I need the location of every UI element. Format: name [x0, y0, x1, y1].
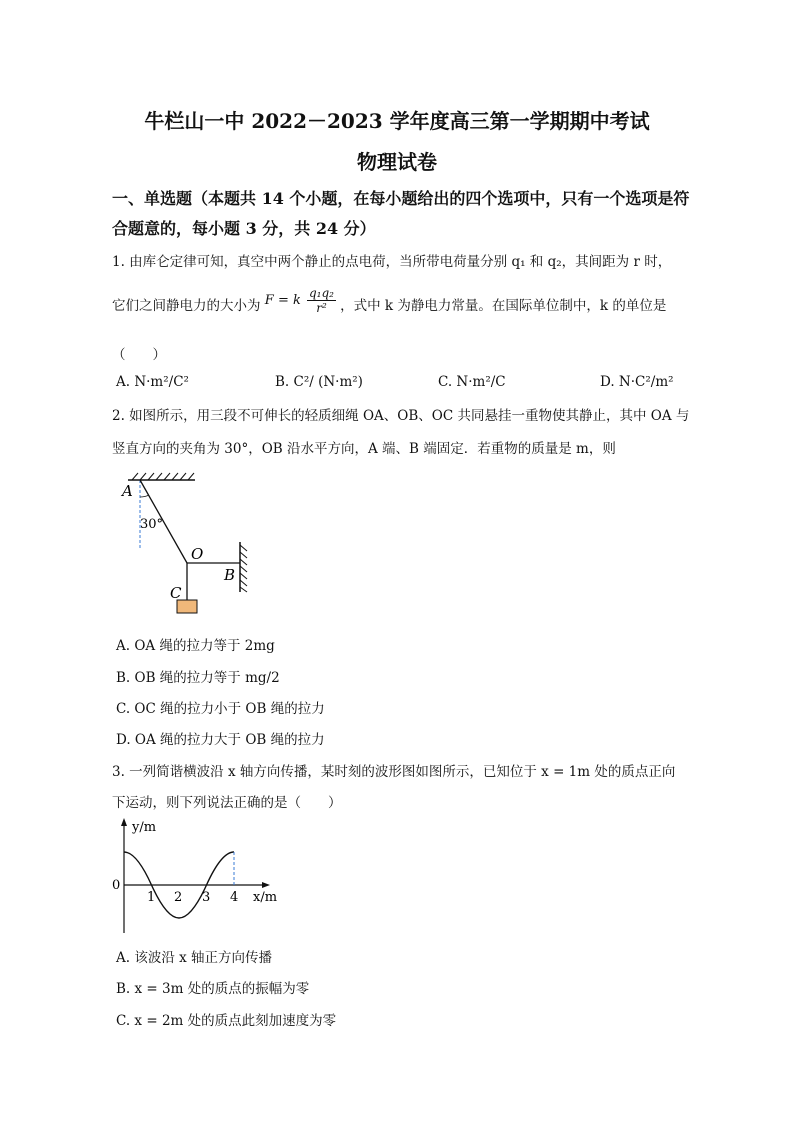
q2-stem-line1: 2. 如图所示，用三段不可伸长的轻质细绳 OA、OB、OC 共同悬挂一重物使其静止，其中 OA 与: [112, 408, 690, 424]
q2-option-d[interactable]: D. OA 绳的拉力大于 OB 绳的拉力: [116, 732, 325, 748]
q2-option-b[interactable]: B. OB 绳的拉力等于 mg/2: [116, 670, 280, 686]
label-b: B: [224, 566, 236, 584]
rope-tension-figure: [112, 470, 262, 620]
tick-2: 2: [174, 890, 183, 905]
q1-option-d[interactable]: D. N·C²/m²: [600, 374, 674, 390]
q2-stem-line2: 竖直方向的夹角为 30°，OB 沿水平方向，A 端、B 端固定．若重物的质量是 m，则: [112, 441, 616, 457]
q1-option-b[interactable]: B. C²/ (N·m²): [275, 374, 363, 390]
label-c: C: [170, 584, 182, 602]
formula-fraction: [307, 286, 336, 315]
coulomb-formula: [264, 286, 340, 315]
y-axis-label: y/m: [132, 820, 157, 835]
origin-label: 0: [112, 878, 121, 893]
formula-denominator: r²: [316, 301, 327, 315]
q1-option-c[interactable]: C. N·m²/C: [438, 374, 506, 390]
y-axis-arrow: [121, 818, 127, 826]
section-heading-line2: 合题意的，每小题 3 分，共 24 分）: [112, 219, 376, 238]
q1-answer-blank: （ ）: [112, 347, 166, 363]
x-axis-arrow: [262, 882, 270, 888]
q1-stem-post: ，式中 k 为静电力常量。在国际单位制中，k 的单位是: [340, 298, 667, 314]
x-axis-label: x/m: [253, 890, 278, 905]
angle-arc: [140, 495, 149, 497]
q3-option-c[interactable]: C. x = 2m 处的质点此刻加速度为零: [116, 1013, 337, 1029]
q1-stem-line1: 1. 由库仑定律可知，真空中两个静止的点电荷，当所带电荷量分别 q₁ 和 q₂，其间距为 r 时，: [112, 254, 672, 270]
exam-subtitle: 物理试卷: [357, 150, 437, 174]
q3-stem-line1: 3. 一列简谐横波沿 x 轴方向传播，某时刻的波形图如图所示，已知位于 x = 1m 处的质点正向: [112, 764, 676, 780]
tick-1: 1: [147, 890, 156, 905]
section-heading-line1: 一、单选题（本题共 14 个小题，在每小题给出的四个选项中，只有一个选项是符: [112, 189, 690, 208]
ceiling-hatch: [132, 473, 194, 480]
q1-stem-pre: 它们之间静电力的大小为: [112, 298, 261, 314]
q1-option-a[interactable]: A. N·m²/C²: [116, 374, 189, 390]
formula-lhs: F = k: [264, 293, 301, 308]
q3-option-b[interactable]: B. x = 3m 处的质点的振幅为零: [116, 981, 310, 997]
label-angle: 30°: [140, 517, 164, 532]
tick-4: 4: [230, 890, 239, 905]
exam-title: 牛栏山一中 2022－2023 学年度高三第一学期期中考试: [144, 109, 650, 133]
label-a: A: [122, 482, 133, 500]
q3-option-a[interactable]: A. 该波沿 x 轴正方向传播: [116, 950, 273, 966]
label-o: O: [191, 545, 204, 563]
wall-hatch: [240, 545, 247, 592]
q3-stem-line2: 下运动，则下列说法正确的是（ ）: [112, 795, 342, 811]
q1-stem-line2: [112, 286, 667, 321]
tick-3: 3: [202, 890, 211, 905]
q2-option-c[interactable]: C. OC 绳的拉力小于 OB 绳的拉力: [116, 701, 325, 717]
formula-numerator: q₁q₂: [309, 286, 334, 300]
wave-graph: [110, 815, 285, 937]
q2-option-a[interactable]: A. OA 绳的拉力等于 2mg: [116, 638, 275, 654]
